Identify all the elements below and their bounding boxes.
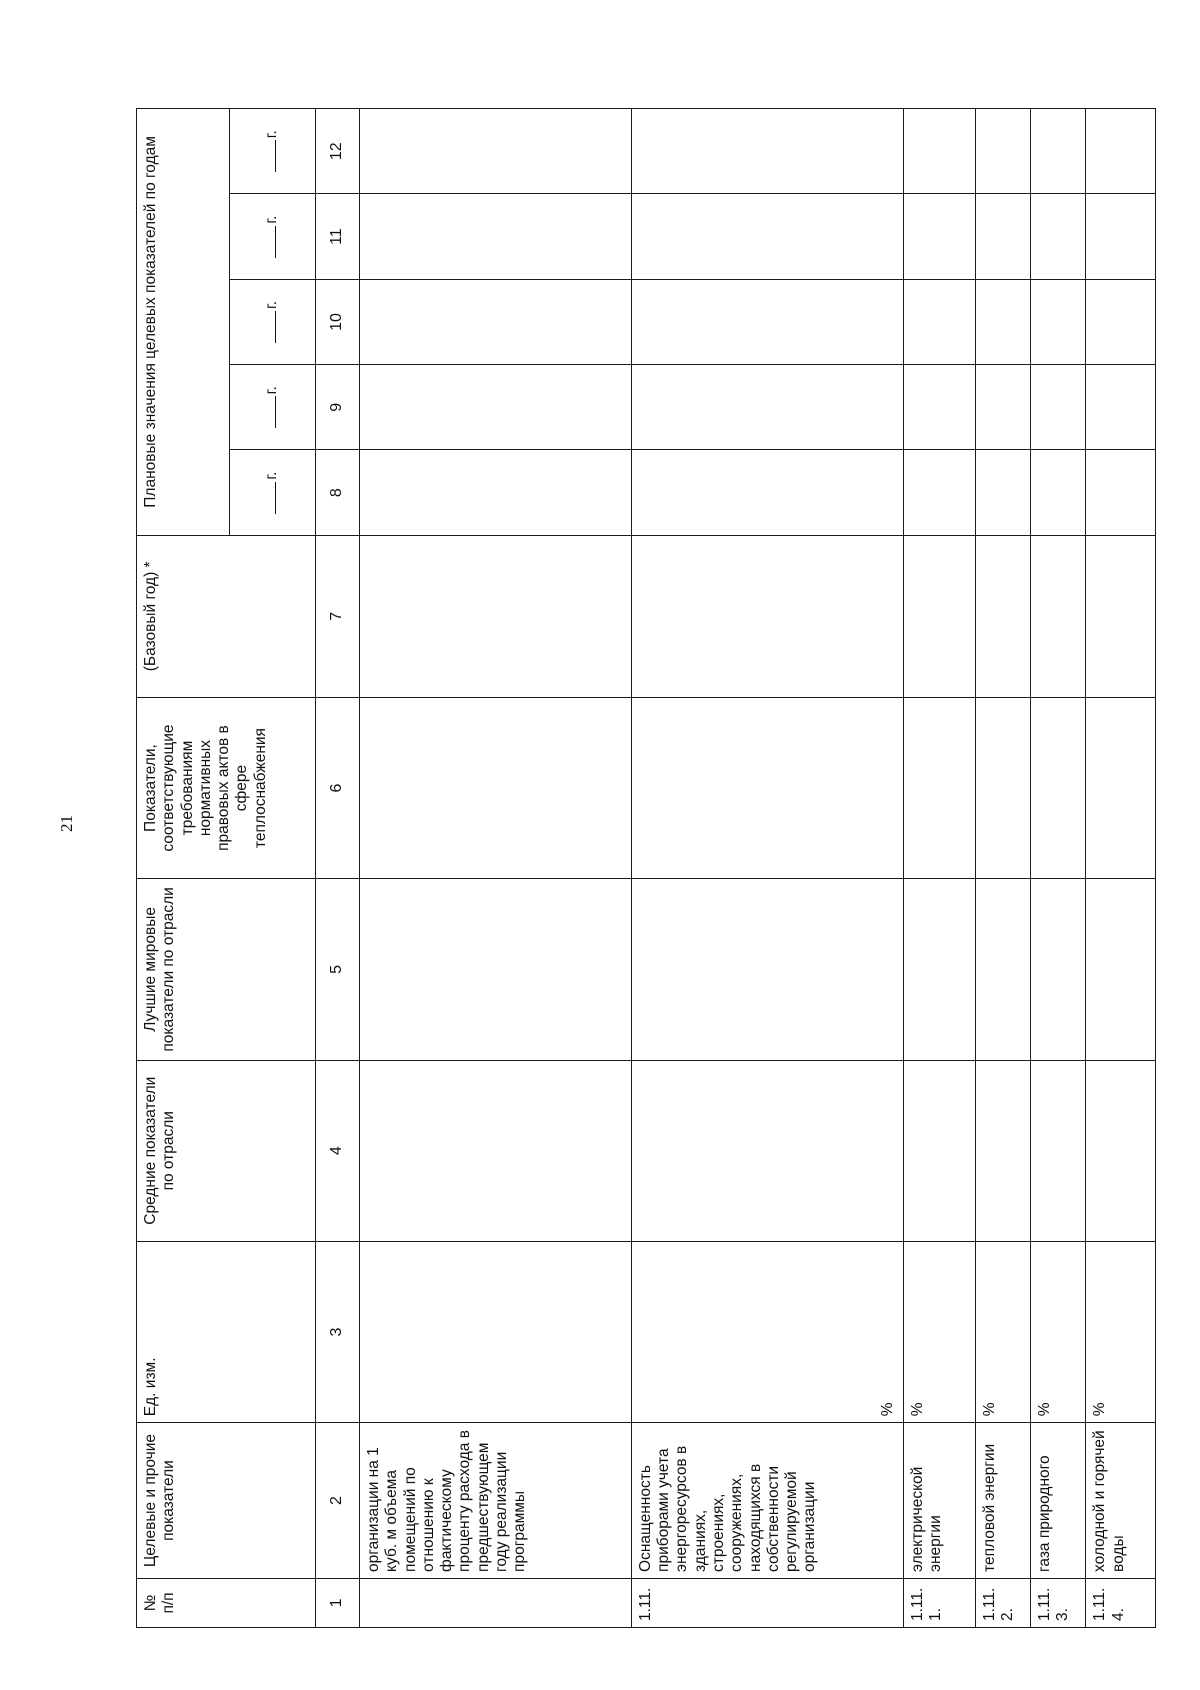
empty-cell [360, 365, 632, 450]
row-indicator-name: газа природного [1031, 1423, 1086, 1579]
row-num: 1.11.4. [1086, 1578, 1156, 1627]
empty-cell [903, 1060, 975, 1241]
empty-cell [975, 697, 1030, 878]
empty-cell [360, 1060, 632, 1241]
header-year-5: г. [229, 109, 315, 194]
header-average: Средние показатели по отрасли [137, 1060, 316, 1241]
empty-cell [631, 279, 903, 364]
column-number: 10 [315, 279, 359, 364]
empty-cell [1031, 879, 1086, 1060]
empty-cell [360, 109, 632, 194]
column-number: 11 [315, 194, 359, 279]
empty-cell [631, 450, 903, 535]
row-indicator-name: организации на 1 куб. м объема помещений по отношению к фактическому проценту расхода в предшествующем году реализации программы [360, 1423, 632, 1579]
table-row [903, 109, 975, 1628]
row-indicator-name: электрической энергии [903, 1423, 975, 1579]
header-year-3: г. [229, 279, 315, 364]
empty-cell [903, 450, 975, 535]
target-indicators-table [136, 108, 1156, 1628]
empty-cell [1086, 697, 1156, 878]
empty-cell [1031, 1060, 1086, 1241]
row-num: 1.11. [631, 1578, 903, 1627]
empty-cell [1086, 365, 1156, 450]
empty-cell [1031, 697, 1086, 878]
empty-cell [975, 109, 1030, 194]
empty-cell [903, 697, 975, 878]
empty-cell [360, 279, 632, 364]
empty-cell [903, 535, 975, 697]
header-unit: Ед. изм. [137, 1241, 316, 1422]
empty-cell [903, 109, 975, 194]
row-unit: % [1086, 1241, 1156, 1422]
table-row [1031, 109, 1086, 1628]
empty-cell [360, 535, 632, 697]
empty-cell [1031, 279, 1086, 364]
column-number: 7 [315, 535, 359, 697]
column-number: 4 [315, 1060, 359, 1241]
empty-cell [1031, 109, 1086, 194]
header-best-world: Лучшие мировые показатели по отрасли [137, 879, 316, 1060]
header-year-1: г. [229, 450, 315, 535]
empty-cell [975, 279, 1030, 364]
column-number: 12 [315, 109, 359, 194]
empty-cell [631, 697, 903, 878]
column-number: 2 [315, 1423, 359, 1579]
row-num: 1.11.3. [1031, 1578, 1086, 1627]
empty-cell [1086, 194, 1156, 279]
row-num: 1.11.1. [903, 1578, 975, 1627]
empty-cell [975, 450, 1030, 535]
column-number: 9 [315, 365, 359, 450]
row-indicator-name: холодной и горячей воды [1086, 1423, 1156, 1579]
empty-cell [1086, 879, 1156, 1060]
empty-cell [1086, 109, 1156, 194]
empty-cell [631, 194, 903, 279]
column-number-row [315, 109, 359, 1628]
empty-cell [1031, 450, 1086, 535]
empty-cell [975, 1060, 1030, 1241]
empty-cell [903, 879, 975, 1060]
row-unit: % [631, 1241, 903, 1422]
page-number: 21 [57, 815, 76, 832]
header-num: № п/п [137, 1578, 316, 1627]
header-year-2: г. [229, 365, 315, 450]
table-row [975, 109, 1030, 1628]
column-number: 5 [315, 879, 359, 1060]
header-planned-values: Плановые значения целевых показателей по годам [137, 109, 230, 536]
header-row-1 [137, 109, 230, 1628]
row-indicator-name: Оснащенность приборами учета энергоресурсов в зданиях, строениях, сооружениях, находящихся в собственности регулируемой организации [631, 1423, 903, 1579]
row-unit: % [903, 1241, 975, 1422]
empty-cell [975, 194, 1030, 279]
empty-cell [360, 697, 632, 878]
empty-cell [360, 879, 632, 1060]
empty-cell [975, 535, 1030, 697]
header-base-year: (Базовый год) * [137, 535, 316, 697]
empty-cell [631, 1060, 903, 1241]
empty-cell [903, 194, 975, 279]
empty-cell [975, 879, 1030, 1060]
empty-cell [631, 365, 903, 450]
empty-cell [631, 535, 903, 697]
column-number: 6 [315, 697, 359, 878]
column-number: 3 [315, 1241, 359, 1422]
header-year-4: г. [229, 194, 315, 279]
empty-cell [1086, 535, 1156, 697]
empty-cell [360, 194, 632, 279]
column-number: 8 [315, 450, 359, 535]
column-number: 1 [315, 1578, 359, 1627]
empty-cell [360, 450, 632, 535]
empty-cell [1031, 535, 1086, 697]
empty-cell [1031, 365, 1086, 450]
table-row [360, 109, 632, 1628]
row-num: 1.11.2. [975, 1578, 1030, 1627]
rotated-table-wrapper [136, 108, 1156, 1628]
empty-cell [1031, 194, 1086, 279]
empty-cell [631, 109, 903, 194]
empty-cell [975, 365, 1030, 450]
empty-cell [1086, 1060, 1156, 1241]
table-row [1086, 109, 1156, 1628]
row-unit: % [1031, 1241, 1086, 1422]
table-row [631, 109, 903, 1628]
empty-cell [1086, 279, 1156, 364]
empty-cell [903, 279, 975, 364]
row-unit: % [975, 1241, 1030, 1422]
row-indicator-name: тепловой энергии [975, 1423, 1030, 1579]
header-regulatory: Показатели, соответствующие требованиям нормативных правовых актов в сфере теплоснабжения [137, 697, 316, 878]
row-num [360, 1578, 632, 1627]
empty-cell [1086, 450, 1156, 535]
empty-cell [631, 879, 903, 1060]
header-indicators: Целевые и прочие показатели [137, 1423, 316, 1579]
row-unit [360, 1241, 632, 1422]
empty-cell [903, 365, 975, 450]
